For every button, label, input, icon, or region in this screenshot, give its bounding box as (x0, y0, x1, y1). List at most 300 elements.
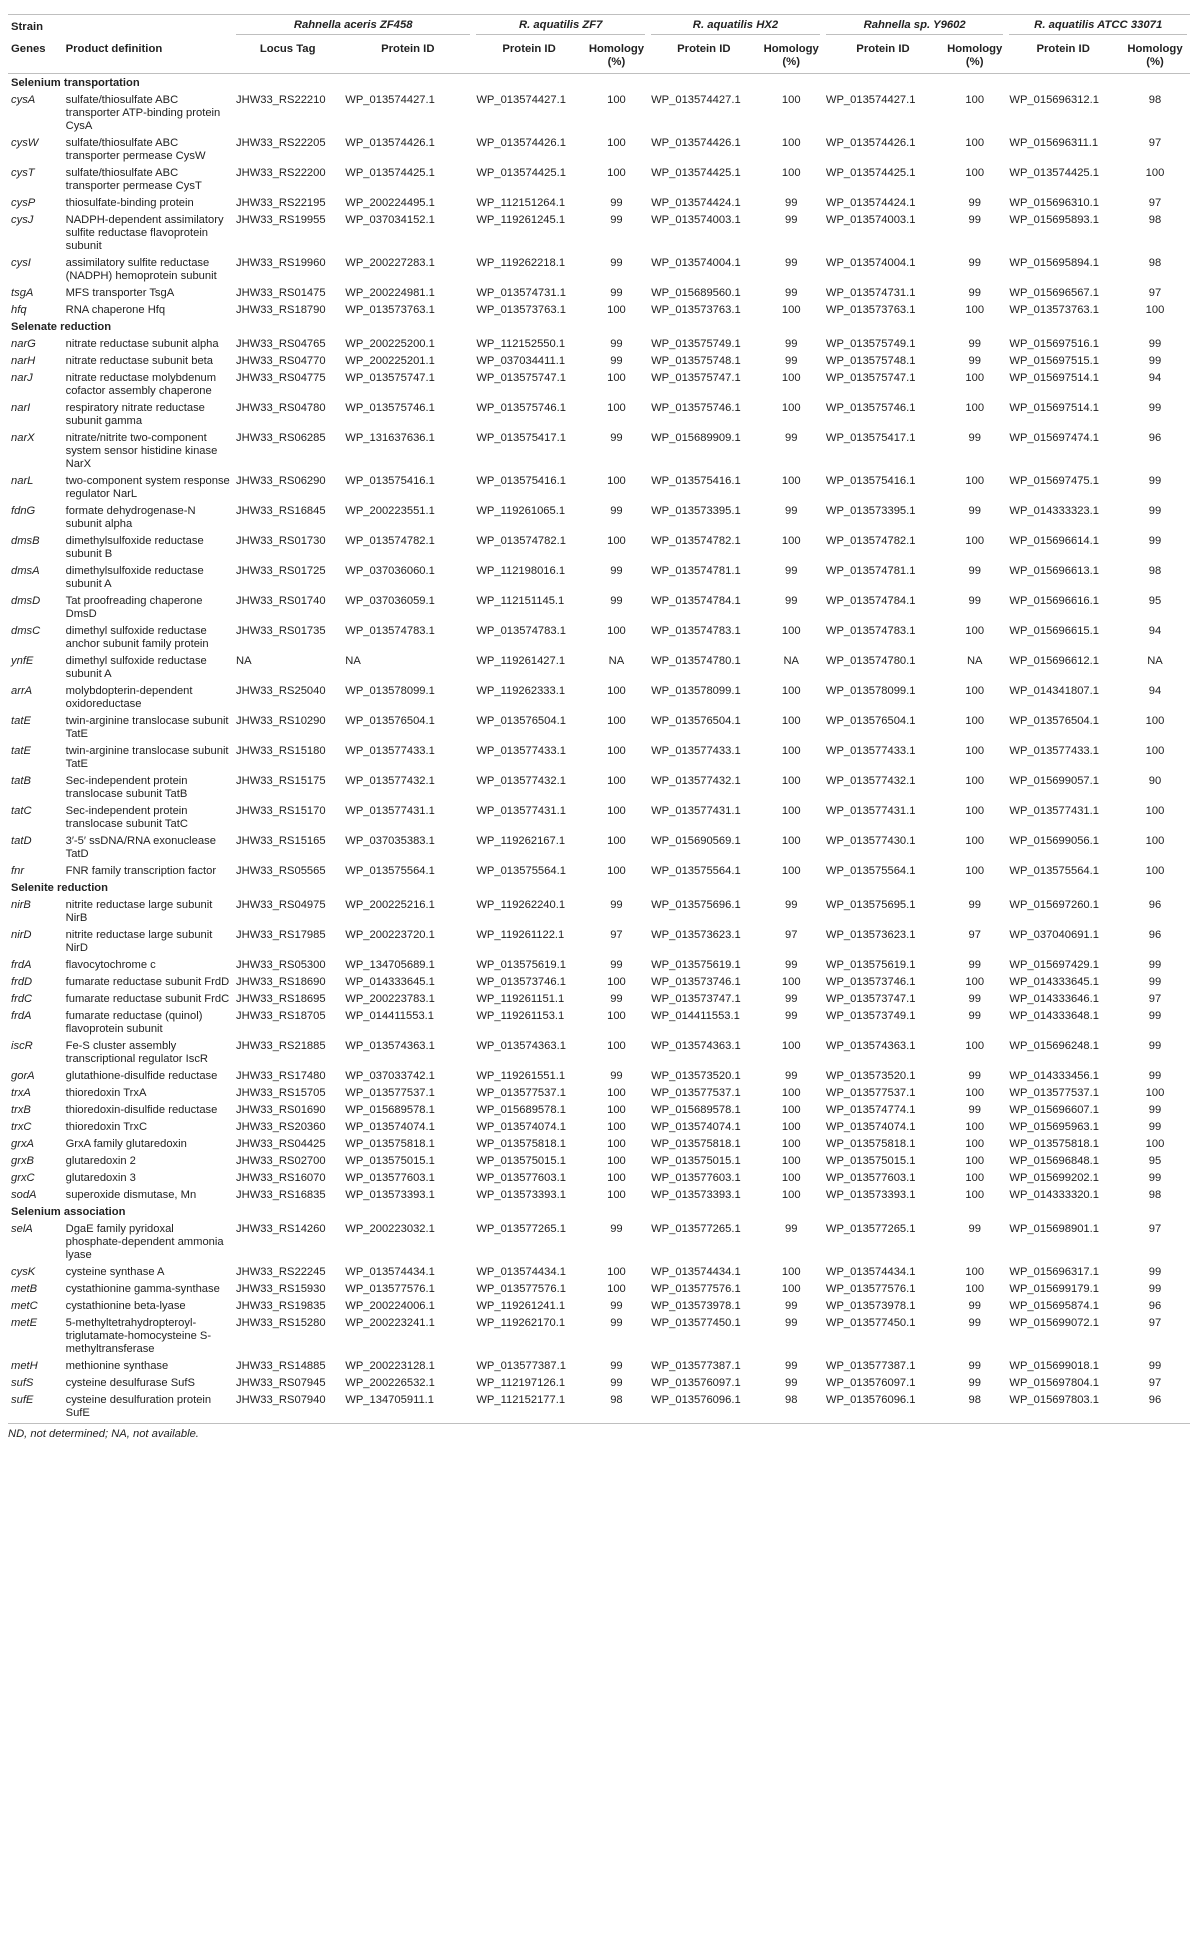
protein-id: WP_015696607.1 (1009, 1104, 1099, 1116)
protein-id: WP_119262170.1 (476, 1317, 566, 1329)
protein-id: WP_013574784.1 (825, 595, 916, 607)
product-definition: glutaredoxin 3 (65, 1172, 136, 1184)
gene-name: cysK (11, 1266, 36, 1278)
homology-value: 99 (784, 1223, 798, 1235)
table-row (8, 1280, 1190, 1297)
homology-value: 100 (965, 1138, 985, 1150)
protein-id: WP_013577265.1 (825, 1223, 916, 1235)
gene-name: cysT (11, 167, 35, 179)
protein-id: WP_200223720.1 (345, 929, 435, 941)
homology-value: 98 (760, 1391, 823, 1424)
homology-value: 99 (968, 1317, 981, 1329)
homology-value: 100 (607, 402, 626, 414)
protein-id: WP_200225216.1 (345, 899, 435, 911)
protein-id: WP_037036060.1 (345, 565, 435, 577)
homology-value: 100 (781, 1138, 801, 1150)
homology-value: 99 (784, 338, 798, 350)
gene-name: fdnG (11, 505, 36, 517)
protein-id: WP_013576097.1 (651, 1377, 741, 1389)
protein-id: WP_013574363.1 (651, 1040, 741, 1052)
homology-value: 99 (1148, 355, 1162, 367)
homology-value: 100 (781, 775, 801, 787)
protein-id: WP_013575619.1 (651, 959, 741, 971)
homology-value: 97 (610, 929, 623, 941)
gene-name: grxC (11, 1172, 35, 1184)
protein-id: WP_013574426.1 (651, 137, 741, 149)
homology-value: 100 (607, 1283, 626, 1295)
homology-value: 99 (1148, 1040, 1162, 1052)
protein-id: WP_015699057.1 (1009, 775, 1099, 787)
product-definition: assimilatory sulfite reductase (NADPH) hemoprotein subunit (65, 257, 217, 282)
homology-value: 100 (781, 805, 801, 817)
homology-value: 99 (610, 338, 623, 350)
locus-tag: JHW33_RS04780 (236, 402, 326, 414)
protein-id: WP_013577432.1 (345, 775, 435, 787)
protein-id: WP_013573749.1 (825, 1010, 916, 1022)
homology-value: 100 (781, 1283, 801, 1295)
homology-value: 97 (1148, 197, 1162, 209)
homology-value: 100 (965, 1155, 985, 1167)
protein-id: WP_013575747.1 (651, 372, 741, 384)
table-row (8, 1101, 1190, 1118)
protein-id: WP_013574074.1 (651, 1121, 741, 1133)
homology-value: 100 (607, 1138, 626, 1150)
locus-tag: JHW33_RS18790 (236, 304, 326, 316)
homology-value: 99 (784, 1070, 798, 1082)
homology-value: 99 (1148, 338, 1162, 350)
protein-id: WP_013575564.1 (651, 865, 741, 877)
homology-value: 94 (1148, 372, 1162, 384)
protein-id: WP_013575015.1 (825, 1155, 916, 1167)
homology-value: 100 (607, 1104, 626, 1116)
gene-name: frdA (11, 1010, 32, 1022)
protein-id: WP_013573978.1 (651, 1300, 741, 1312)
homology-value: 97 (968, 929, 981, 941)
homology-value: 99 (1148, 1172, 1162, 1184)
product-definition: sulfate/thiosulfate ABC transporter permease CysW (65, 137, 206, 162)
protein-id: WP_013575818.1 (345, 1138, 435, 1150)
homology-value: 100 (781, 475, 801, 487)
homology-value: 90 (1148, 775, 1162, 787)
homology-value: 100 (781, 137, 801, 149)
gene-name: narH (11, 355, 36, 367)
gene-name: tsgA (11, 287, 34, 299)
protein-id: WP_015697475.1 (1009, 475, 1099, 487)
protein-id: WP_013577265.1 (651, 1223, 741, 1235)
locus-tag: JHW33_RS22200 (236, 167, 326, 179)
table-row (8, 194, 1190, 211)
homology-value: 99 (784, 1360, 798, 1372)
table-row (8, 399, 1190, 429)
locus-tag: JHW33_RS02700 (236, 1155, 326, 1167)
homology-value: 100 (781, 976, 801, 988)
homology-value: 100 (781, 1266, 801, 1278)
protein-id: WP_013577537.1 (1009, 1087, 1099, 1099)
locus-tag: JHW33_RS22205 (236, 137, 326, 149)
gene-name: frdA (11, 959, 32, 971)
protein-id: WP_015695963.1 (1009, 1121, 1099, 1133)
table-row (8, 592, 1190, 622)
strain-name: R. aquatilis ZF7 (476, 19, 645, 35)
protein-id: WP_013577603.1 (825, 1172, 916, 1184)
col-protein-id: Protein ID (342, 39, 473, 74)
protein-id: WP_037036059.1 (345, 595, 435, 607)
protein-id: WP_013574074.1 (345, 1121, 435, 1133)
protein-id: WP_013575564.1 (825, 865, 916, 877)
protein-id: WP_013575564.1 (1009, 865, 1099, 877)
homology-value: 100 (607, 1121, 626, 1133)
protein-id: WP_015695893.1 (1009, 214, 1099, 226)
protein-id: WP_013573395.1 (651, 505, 741, 517)
locus-tag: JHW33_RS17480 (236, 1070, 326, 1082)
protein-id: WP_013577576.1 (345, 1283, 435, 1295)
homology-value: 99 (610, 959, 623, 971)
protein-id: WP_013574434.1 (476, 1266, 566, 1278)
locus-tag: JHW33_RS06285 (236, 432, 326, 444)
protein-id: WP_119262218.1 (476, 257, 566, 269)
protein-id: WP_014333320.1 (1009, 1189, 1099, 1201)
protein-id: WP_119261245.1 (476, 214, 566, 226)
protein-id: WP_013575416.1 (345, 475, 435, 487)
homology-value: 100 (607, 1189, 626, 1201)
homology-value: 100 (965, 625, 985, 637)
protein-id: WP_015696312.1 (1009, 94, 1099, 106)
locus-tag: JHW33_RS17985 (236, 929, 326, 941)
protein-id: WP_013577387.1 (651, 1360, 741, 1372)
gene-name: cysA (11, 94, 36, 106)
protein-id: WP_013574426.1 (476, 137, 566, 149)
protein-id: WP_013574424.1 (825, 197, 916, 209)
product-definition: nitrate/nitrite two-component system sensor histidine kinase NarX (65, 432, 218, 470)
protein-id: WP_119261241.1 (476, 1300, 566, 1312)
protein-id: WP_013573520.1 (651, 1070, 741, 1082)
protein-id: WP_015689578.1 (476, 1104, 566, 1116)
protein-id: WP_013576096.1 (823, 1391, 943, 1424)
product-definition: dimethylsulfoxide reductase subunit A (65, 565, 204, 590)
gene-name: sufS (11, 1377, 34, 1389)
protein-id: WP_013576504.1 (345, 715, 435, 727)
product-definition: cysteine desulfuration protein SufE (63, 1391, 233, 1424)
protein-id: WP_013573746.1 (825, 976, 916, 988)
homology-value: 100 (607, 865, 626, 877)
homology-value: 99 (1148, 1104, 1162, 1116)
protein-id: WP_015697260.1 (1009, 899, 1099, 911)
homology-value: 99 (968, 432, 981, 444)
protein-id: WP_013577450.1 (825, 1317, 916, 1329)
protein-id: WP_200223032.1 (345, 1223, 435, 1235)
homology-value: 99 (610, 505, 623, 517)
protein-id: WP_013575015.1 (651, 1155, 741, 1167)
protein-id: WP_013574782.1 (825, 535, 916, 547)
protein-id: WP_112152177.1 (473, 1391, 584, 1424)
protein-id: WP_200224981.1 (345, 287, 435, 299)
locus-tag: JHW33_RS07945 (236, 1377, 326, 1389)
protein-id: WP_013574783.1 (476, 625, 566, 637)
homology-value: 99 (610, 1223, 623, 1235)
gene-name: tatE (11, 745, 31, 757)
protein-id: WP_013577433.1 (651, 745, 741, 757)
protein-id: WP_013573747.1 (825, 993, 916, 1005)
locus-tag: JHW33_RS22245 (236, 1266, 326, 1278)
gene-name: tatB (11, 775, 31, 787)
gene-homology-table (8, 14, 1190, 1424)
protein-id: WP_013575416.1 (651, 475, 741, 487)
protein-id: WP_013576504.1 (1009, 715, 1099, 727)
protein-id: WP_013575747.1 (825, 372, 916, 384)
homology-value: 99 (610, 432, 623, 444)
locus-tag: JHW33_RS01690 (236, 1104, 326, 1116)
homology-value: 100 (607, 304, 626, 316)
locus-tag: JHW33_RS07940 (233, 1391, 342, 1424)
gene-name: ynfE (11, 655, 34, 667)
protein-id: WP_015696615.1 (1009, 625, 1099, 637)
protein-id: WP_013577537.1 (345, 1087, 435, 1099)
protein-id: WP_200224006.1 (345, 1300, 435, 1312)
protein-id: WP_134705689.1 (345, 959, 435, 971)
protein-id: WP_015695894.1 (1009, 257, 1099, 269)
strain-name: R. aquatilis HX2 (651, 19, 820, 35)
homology-value: 99 (610, 197, 623, 209)
protein-id: WP_015696317.1 (1009, 1266, 1099, 1278)
protein-id: WP_015699018.1 (1009, 1360, 1099, 1372)
homology-value: 100 (965, 835, 985, 847)
gene-name: cysP (11, 197, 36, 209)
homology-value: 97 (1148, 137, 1162, 149)
homology-value: 99 (610, 1317, 623, 1329)
locus-tag: JHW33_RS04765 (236, 338, 326, 350)
homology-value: 100 (607, 625, 626, 637)
homology-value: 97 (1148, 993, 1162, 1005)
product-definition: respiratory nitrate reductase subunit gamma (65, 402, 205, 427)
protein-id: WP_013574426.1 (825, 137, 916, 149)
homology-value: 100 (781, 1104, 801, 1116)
protein-id: WP_015696848.1 (1009, 1155, 1099, 1167)
product-definition: 5-methyltetrahydropteroyl-triglutamate-homocysteine S-methyltransferase (65, 1317, 212, 1355)
homology-value: 99 (968, 287, 981, 299)
protein-id: WP_013574426.1 (345, 137, 435, 149)
locus-tag: JHW33_RS05565 (236, 865, 326, 877)
protein-id: WP_013574363.1 (825, 1040, 916, 1052)
protein-id: WP_037035383.1 (345, 835, 435, 847)
protein-id: WP_013574074.1 (476, 1121, 566, 1133)
homology-value: 100 (965, 1266, 985, 1278)
protein-id: WP_015697804.1 (1009, 1377, 1099, 1389)
table-row (8, 1297, 1190, 1314)
table-row (8, 1067, 1190, 1084)
table-row (8, 1152, 1190, 1169)
table-row (8, 1084, 1190, 1101)
protein-id: WP_015696616.1 (1009, 595, 1099, 607)
protein-id: WP_013574782.1 (651, 535, 741, 547)
homology-value: 100 (781, 745, 801, 757)
locus-tag: JHW33_RS16835 (236, 1189, 326, 1201)
protein-id: WP_037033742.1 (345, 1070, 435, 1082)
protein-id: WP_013577450.1 (651, 1317, 741, 1329)
protein-id: WP_013575818.1 (476, 1138, 566, 1150)
protein-id: WP_013577433.1 (1009, 745, 1099, 757)
product-definition: dimethylsulfoxide reductase subunit B (65, 535, 204, 560)
homology-value: 99 (784, 505, 798, 517)
protein-id: WP_013574004.1 (825, 257, 916, 269)
protein-id: WP_015697803.1 (1006, 1391, 1120, 1424)
protein-id: WP_013574425.1 (476, 167, 566, 179)
protein-id: WP_013574731.1 (825, 287, 916, 299)
table-row (8, 134, 1190, 164)
homology-value: 99 (610, 595, 623, 607)
product-definition: nitrite reductase large subunit NirD (65, 929, 213, 954)
table-row (8, 1118, 1190, 1135)
protein-id: WP_119261427.1 (476, 655, 566, 667)
product-definition: thioredoxin TrxC (65, 1121, 148, 1133)
homology-value: 99 (784, 899, 798, 911)
table-row (8, 1135, 1190, 1152)
product-definition: nitrate reductase subunit beta (65, 355, 214, 367)
table-row (8, 1220, 1190, 1263)
protein-id: WP_013573623.1 (651, 929, 741, 941)
table-row (8, 682, 1190, 712)
locus-tag: JHW33_RS14885 (236, 1360, 326, 1372)
homology-value: 98 (1148, 565, 1162, 577)
protein-id: WP_015699072.1 (1009, 1317, 1099, 1329)
protein-id: WP_013573393.1 (651, 1189, 741, 1201)
homology-value: 99 (610, 257, 623, 269)
protein-id: WP_112197126.1 (476, 1377, 566, 1389)
table-row (8, 742, 1190, 772)
product-definition: cystathionine gamma-synthase (65, 1283, 220, 1295)
homology-value: 99 (1148, 1070, 1162, 1082)
product-definition: cysteine desulfurase SufS (65, 1377, 195, 1389)
protein-id: WP_015695874.1 (1009, 1300, 1099, 1312)
homology-value: 99 (784, 1300, 798, 1312)
protein-id: WP_013574425.1 (825, 167, 916, 179)
protein-id: WP_200225201.1 (345, 355, 435, 367)
gene-name: metC (11, 1300, 38, 1312)
locus-tag: JHW33_RS15170 (236, 805, 326, 817)
protein-id: WP_014333645.1 (345, 976, 435, 988)
protein-id: WP_013574004.1 (651, 257, 741, 269)
protein-id: WP_014333323.1 (1009, 505, 1099, 517)
product-definition: nitrate reductase molybdenum cofactor assembly chaperone (65, 372, 217, 397)
homology-value: 100 (781, 1189, 801, 1201)
protein-id: WP_013577387.1 (476, 1360, 566, 1372)
gene-name: narI (11, 402, 31, 414)
homology-value: 99 (1148, 976, 1162, 988)
homology-value: 100 (607, 372, 626, 384)
protein-id: WP_013575564.1 (345, 865, 435, 877)
homology-value: 100 (781, 167, 801, 179)
homology-value: 99 (1148, 505, 1162, 517)
gene-name: tatD (11, 835, 32, 847)
protein-id: WP_013577265.1 (476, 1223, 566, 1235)
protein-id: WP_013577431.1 (825, 805, 916, 817)
locus-tag: JHW33_RS22210 (236, 94, 326, 106)
protein-id: WP_134705911.1 (342, 1391, 473, 1424)
table-row (8, 1263, 1190, 1280)
locus-tag: JHW33_RS15930 (236, 1283, 326, 1295)
product-definition: glutaredoxin 2 (65, 1155, 136, 1167)
product-definition: formate dehydrogenase-N subunit alpha (65, 505, 196, 530)
homology-value: 100 (781, 94, 801, 106)
homology-value: 100 (965, 535, 985, 547)
protein-id: WP_014333648.1 (1009, 1010, 1099, 1022)
homology-value: 99 (968, 1010, 981, 1022)
protein-id: WP_013575619.1 (825, 959, 916, 971)
protein-id: WP_013573746.1 (651, 976, 741, 988)
homology-value: 99 (1148, 1266, 1162, 1278)
homology-value: 97 (1148, 1377, 1162, 1389)
gene-name: narL (11, 475, 34, 487)
protein-id: WP_013575747.1 (345, 372, 435, 384)
homology-value: 99 (784, 432, 798, 444)
protein-id: WP_013575749.1 (651, 338, 741, 350)
homology-value: 99 (784, 1377, 798, 1389)
homology-value: 99 (784, 993, 798, 1005)
table-row (8, 896, 1190, 926)
protein-id: WP_013575695.1 (825, 899, 916, 911)
protein-id: WP_013573763.1 (1009, 304, 1099, 316)
product-definition: twin-arginine translocase subunit TatE (65, 715, 229, 740)
protein-id: WP_013575746.1 (345, 402, 435, 414)
protein-id: WP_013577537.1 (476, 1087, 566, 1099)
homology-value: 96 (1148, 1300, 1162, 1312)
homology-value: 99 (1148, 1283, 1162, 1295)
homology-value: 100 (607, 1010, 626, 1022)
protein-id: WP_013574731.1 (476, 287, 566, 299)
protein-id: WP_013577431.1 (345, 805, 435, 817)
homology-value: 99 (968, 1223, 981, 1235)
protein-id: WP_013573763.1 (345, 304, 435, 316)
protein-id: WP_013575746.1 (825, 402, 916, 414)
homology-value: 100 (1145, 304, 1165, 316)
product-definition: thioredoxin TrxA (65, 1087, 147, 1099)
homology-value: 100 (607, 535, 626, 547)
protein-id: WP_013575417.1 (825, 432, 916, 444)
section-header-row (8, 74, 1190, 92)
strain-header-row (8, 15, 1190, 40)
locus-tag: JHW33_RS19835 (236, 1300, 326, 1312)
locus-tag: JHW33_RS04770 (236, 355, 326, 367)
table-row (8, 1357, 1190, 1374)
homology-value: 100 (965, 1189, 985, 1201)
protein-id: WP_013578099.1 (825, 685, 916, 697)
protein-id: WP_013576504.1 (825, 715, 916, 727)
homology-value: 99 (968, 959, 981, 971)
locus-tag: JHW33_RS04775 (236, 372, 326, 384)
table-row (8, 502, 1190, 532)
protein-id: WP_013575417.1 (476, 432, 566, 444)
protein-id: WP_015696612.1 (1009, 655, 1099, 667)
product-definition: two-component system response regulator NarL (65, 475, 230, 500)
locus-tag: JHW33_RS16070 (236, 1172, 326, 1184)
homology-value: 99 (968, 1377, 981, 1389)
protein-id: WP_013573393.1 (476, 1189, 566, 1201)
locus-tag: JHW33_RS16845 (236, 505, 326, 517)
homology-value: 100 (781, 1087, 801, 1099)
protein-id: WP_015697514.1 (1009, 372, 1099, 384)
protein-id: WP_119261151.1 (476, 993, 565, 1005)
product-definition: cystathionine beta-lyase (65, 1300, 186, 1312)
protein-id: WP_013577576.1 (825, 1283, 916, 1295)
homology-value: 99 (968, 1300, 981, 1312)
homology-value: 99 (610, 899, 623, 911)
protein-id: WP_200225200.1 (345, 338, 435, 350)
homology-value: 100 (965, 976, 985, 988)
product-definition: thioredoxin-disulfide reductase (65, 1104, 218, 1116)
protein-id: WP_015690569.1 (651, 835, 741, 847)
homology-value: 97 (1148, 1223, 1162, 1235)
homology-value: 96 (1148, 899, 1162, 911)
homology-value: 100 (781, 1040, 801, 1052)
